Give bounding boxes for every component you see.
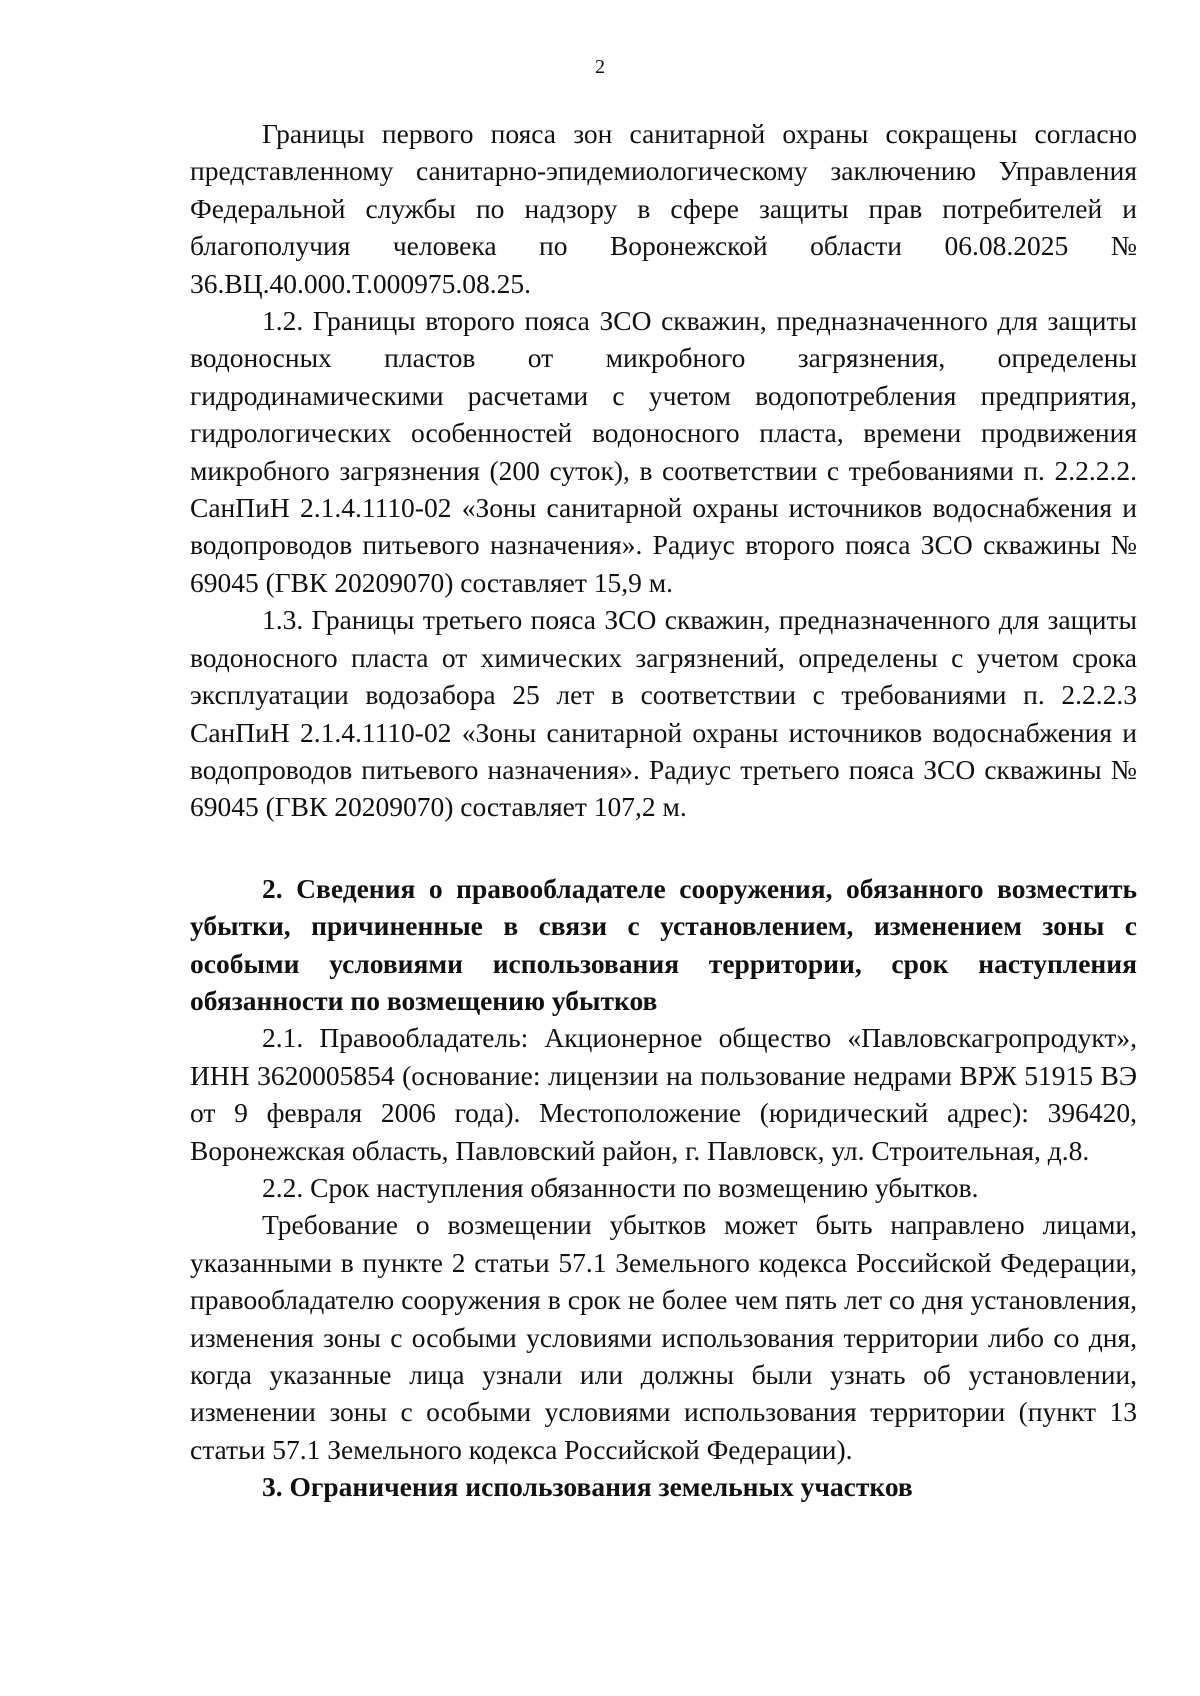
document-body [190,115,1137,1506]
section-heading-2: 2. Сведения о правообладателе сооружения, обязанного возместить убытки, причиненные в связи с установлением, изменением зоны с особыми условиями использования территории, срок наступления обязанности по возмещению убытков [190,872,1137,1016]
paragraph-2-2-obligation-term: 2.2. Срок наступления обязанности по возмещению убытков. [262,1171,979,1203]
page-number: 2 [595,56,605,78]
paragraph-1-3-third-zone: 1.3. Границы третьего пояса ЗСО скважин, предназначенного для защиты водоносного пласта от химических загрязнений, определены с учетом срока эксплуатации водозабора 25 лет в соответствии с требованиями п. 2.2.2.3 СанПиН 2.1.4.1110-02 «Зоны санитарной охраны источников водоснабжения и водопроводов питьевого назначения». Радиус третьего пояса ЗСО скважины № 69045 (ГВК 20209070) составляет 107,2 м. [190,604,1137,823]
paragraph-1-2-second-zone: 1.2. Границы второго пояса ЗСО скважин, предназначенного для защиты водоносных пластов от микробного загрязнения, определены гидродинамическими расчетами с учетом водопотребления предприятия, гидрологических особенностей водоносного пласта, времени продвижения микробного загрязнения (200 суток), в соответствии с требованиями п. 2.2.2.2. СанПиН 2.1.4.1110-02 «Зоны санитарной охраны источников водоснабжения и водопроводов питьевого назначения». Радиус второго пояса ЗСО скважины № 69045 (ГВК 20209070) составляет 15,9 м. [190,305,1137,598]
paragraph-first-zone-boundaries: Границы первого пояса зон санитарной охраны сокращены согласно представленному санитарно-эпидемиологическому заключению Управления Федеральной службы по надзору в сфере защиты прав потребителей и благополучия человека по Воронежской области 06.08.2025 № 36.ВЦ.40.000.Т.000975.08.25. [190,118,1137,299]
paragraph-2-1-rights-holder: 2.1. Правообладатель: Акционерное общество «Павловскагропродукт», ИНН 3620005854 (основание: лицензии на пользование недрами ВРЖ 51915 ВЭ от 9 февраля 2006 года). Местоположение (юридический адрес): 396420, Воронежская область, Павловский район, г. Павловск, ул. Строительная, д.8. [190,1022,1137,1166]
section-heading-3: 3. Ограничения использования земельных участков [262,1471,913,1503]
paragraph-damages-claim: Требование о возмещении убытков может быть направлено лицами, указанными в пункте 2 статьи 57.1 Земельного кодекса Российской Федерации, правообладателю сооружения в срок не более чем пять лет со дня установления, изменения зоны с особыми условиями использования территории либо со дня, когда указанные лица узнали или должны были узнать об установлении, изменении зоны с особыми условиями использования территории (пункт 13 статьи 57.1 Земельного кодекса Российской Федерации). [190,1209,1137,1465]
